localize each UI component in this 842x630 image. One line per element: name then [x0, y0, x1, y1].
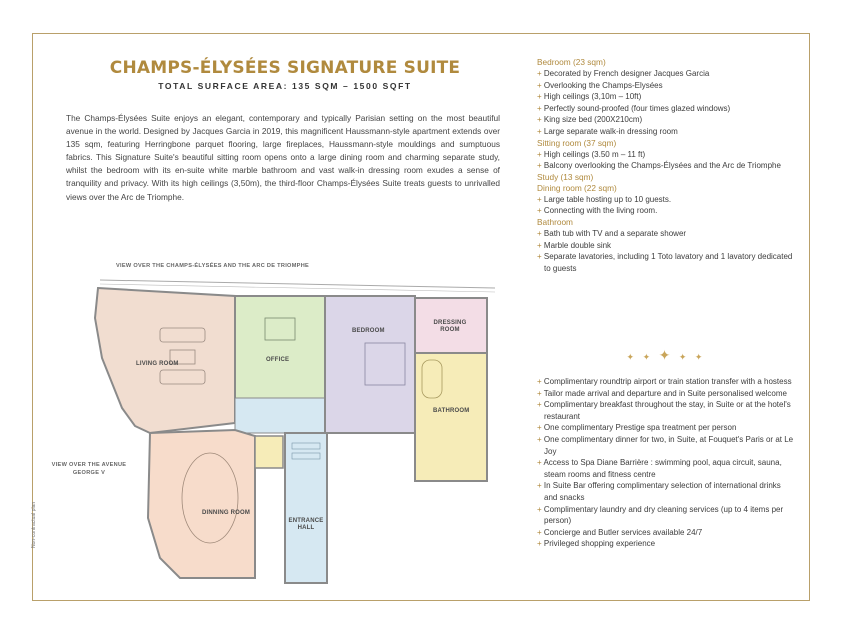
intro-paragraph: The Champs-Élysées Suite enjoys an elegant, contemporary and typically Parisian setting on the most beautiful avenue in the world. Designed by Jacques Garcia in 2019, this magnificent Haussmann-style apartment extends over 135 sqm, featuring Herringbone parquet flooring, large fireplaces, Haussmann-style mouldings and sumptuous fabrics. This Signature Suite's beautiful sitting room opens onto a large dining room and charming separate study, whilst the bedroom with its en-suite white marble bathroom and vast walk-in dressing room exudes a sense of tranquility and privacy. With its high ceilings (3,50m), the third-floor Champs-Élysées Suite treats guests to unrivalled views over the Arc de Triomphe.: [66, 113, 500, 202]
living-room-label: LIVING ROOM: [136, 361, 179, 367]
floor-plan: [31, 258, 510, 593]
study-section: [537, 172, 795, 183]
dressing-room-label: DRESSING ROOM: [433, 320, 467, 333]
section-title: Sitting room (37 sqm): [537, 137, 617, 148]
service-item: + One complimentary dinner for two, in Suite, at Fouquet's Paris or at Le Joy: [537, 434, 795, 457]
service-item: + Complimentary roundtrip airport or train station transfer with a hostess: [537, 376, 795, 388]
surface-area: TOTAL SURFACE AREA: 135 SQM – 1500 SQFT: [158, 81, 412, 91]
section-title: Bathroom: [537, 216, 573, 227]
list-item: + Overlooking the Champs-Elysées: [537, 80, 795, 92]
bedroom-section: [537, 57, 795, 138]
service-item: + Concierge and Butler services available 24/7: [537, 527, 795, 539]
list-item: + King size bed (200X210cm): [537, 114, 795, 126]
list-item: + High ceilings (3.50 m – 11 ft): [537, 149, 795, 161]
section-title: Study (13 sqm): [537, 171, 594, 182]
list-item: + Balcony overlooking the Champs-Élysées and the Arc de Triomphe: [537, 160, 795, 172]
service-item: + Privileged shopping experience: [537, 538, 795, 550]
dining-room-area: [148, 430, 255, 578]
office-label: OFFICE: [266, 357, 290, 363]
non-contractual-label: Non-contractual plan: [31, 501, 37, 548]
services-list: [537, 376, 795, 550]
floor-plan-drawing: [40, 258, 510, 593]
bathroom-section: [537, 217, 795, 274]
section-list: [537, 194, 795, 217]
guest-lavatory-area: [255, 436, 283, 468]
list-item: + Perfectly sound-proofed (four times glazed windows): [537, 103, 795, 115]
service-item: + Access to Spa Diane Barrière : swimming pool, aqua circuit, sauna, steam rooms and fitness centre: [537, 457, 795, 480]
list-item: + Marble double sink: [537, 240, 795, 252]
dining-room-label: DINNING ROOM: [202, 510, 251, 516]
features-column: [537, 57, 795, 274]
list-item: + Separate lavatories, including 1 Toto lavatory and 1 lavatory dedicated to guests: [537, 251, 795, 274]
bedroom-label: BEDROOM: [352, 328, 385, 334]
list-item: + Large separate walk-in dressing room: [537, 126, 795, 138]
dining-room-section: [537, 183, 795, 217]
sitting-room-section: [537, 138, 795, 172]
section-list: [537, 228, 795, 274]
bedroom-area: [325, 296, 415, 433]
service-item: + Complimentary breakfast throughout the stay, in Suite or at the hotel's restaurant: [537, 399, 795, 422]
list-item: + Connecting with the living room.: [537, 205, 795, 217]
service-item: + Complimentary laundry and dry cleaning services (up to 4 items per person): [537, 504, 795, 527]
section-title: Dining room (22 sqm): [537, 182, 617, 193]
bathroom-label: BATHROOM: [433, 408, 470, 414]
bathroom-area: [415, 353, 487, 481]
service-item: + One complimentary Prestige spa treatment per person: [537, 422, 795, 434]
list-item: + Large table hosting up to 10 guests.: [537, 194, 795, 206]
view-left-label: VIEW OVER THE AVENUE GEORGE V: [51, 462, 127, 476]
list-item: + High ceilings (3,10m – 10ft): [537, 91, 795, 103]
view-top-label: VIEW OVER THE CHAMPS-ÉLYSÉES AND THE ARC DE TRIOMPHE: [116, 263, 310, 269]
section-list: [537, 149, 795, 172]
suite-title: CHAMPS-ÉLYSÉES SIGNATURE SUITE: [109, 58, 461, 78]
section-list: [537, 68, 795, 138]
office-area: [235, 296, 325, 401]
entrance-hall-label: ENTRANCE HALL: [288, 518, 324, 531]
entrance-hall-area: [285, 433, 327, 583]
service-item: + Tailor made arrival and departure and in Suite personalised welcome: [537, 388, 795, 400]
list-item: + Bath tub with TV and a separate shower: [537, 228, 795, 240]
list-item: + Decorated by French designer Jacques Garcia: [537, 68, 795, 80]
service-item: + In Suite Bar offering complimentary selection of international drinks and snacks: [537, 480, 795, 503]
star-ornament-icon: ✦ ✦ ✦ ✦ ✦: [626, 347, 706, 363]
section-title: Bedroom (23 sqm): [537, 57, 606, 67]
